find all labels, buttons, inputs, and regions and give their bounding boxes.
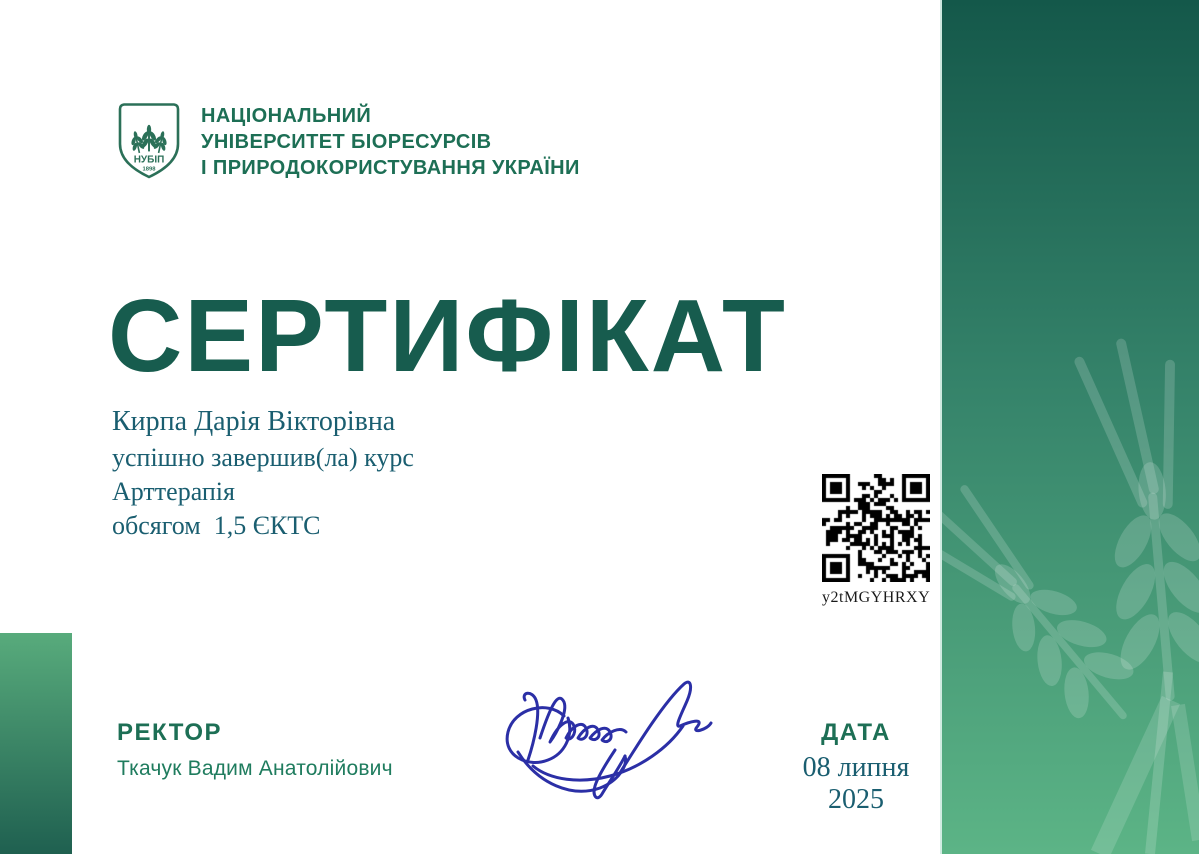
wheat-watermark xyxy=(942,0,1199,854)
recipient-section xyxy=(112,403,414,543)
course-volume: обсягом 1,5 ЄКТС xyxy=(112,511,321,540)
left-gradient-band xyxy=(0,633,72,854)
date-block xyxy=(780,719,932,816)
date-label: ДАТА xyxy=(821,719,891,746)
university-header xyxy=(111,100,580,186)
course-name: Арттерапія xyxy=(112,477,235,506)
recipient-name: Кирпа Дарія Вікторівна xyxy=(112,406,396,437)
university-name-line: УНІВЕРСИТЕТ БІОРЕСУРСІВ xyxy=(201,131,492,153)
logo-year: 1898 xyxy=(142,166,156,173)
rector-signature xyxy=(478,664,716,826)
date-value: 08 липня 2025 xyxy=(802,752,910,815)
university-logo-icon xyxy=(111,100,187,186)
completion-text: успішно завершив(ла) курс xyxy=(112,443,414,472)
university-name-line: НАЦІОНАЛЬНИЙ xyxy=(201,105,372,127)
rector-block xyxy=(117,719,393,781)
logo-abbr: НУБІП xyxy=(133,154,165,166)
university-name-line: І ПРИРОДОКОРИСТУВАННЯ УКРАЇНИ xyxy=(201,157,580,179)
university-name xyxy=(201,100,580,181)
certificate-title: СЕРТИФІКАТ xyxy=(108,278,787,393)
rector-name: Ткачук Вадим Анатолійович xyxy=(117,757,393,780)
qr-code xyxy=(822,474,930,582)
qr-block xyxy=(822,474,930,607)
right-gradient-band xyxy=(940,0,1199,854)
rector-label: РЕКТОР xyxy=(117,719,222,746)
qr-code-label: y2tMGYHRXY xyxy=(822,589,931,606)
